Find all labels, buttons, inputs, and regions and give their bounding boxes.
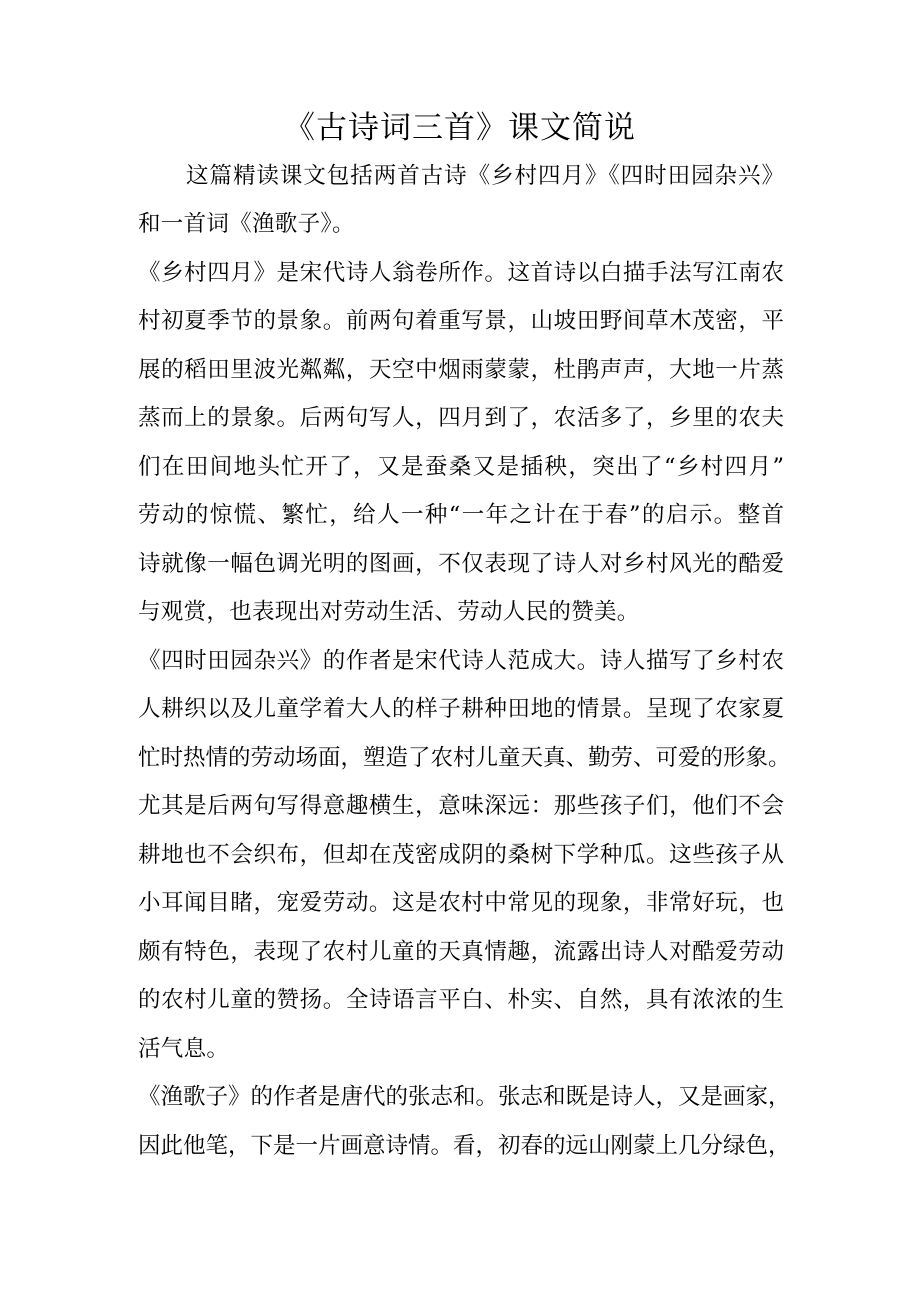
paragraph-sishi-line: 耕地也不会织布，但却在茂密成阴的桑树下学种瓜。这些孩子从 <box>138 842 784 868</box>
paragraph-intro-line: 这篇精读课文包括两首古诗《乡村四月》《四时田园杂兴》 <box>186 163 784 189</box>
paragraph-xiangcun-line: 展的稻田里波光粼粼，天空中烟雨蒙蒙，杜鹃声声，大地一片蒸 <box>138 357 784 383</box>
paragraph-sishi-line: 颇有特色，表现了农村儿童的天真情趣，流露出诗人对酷爱劳动 <box>138 939 784 965</box>
paragraph-yugezi-line: 《渔歌子》的作者是唐代的张志和。张志和既是诗人，又是画家， <box>138 1084 791 1110</box>
paragraph-sishi-line: 小耳闻目睹，宠爱劳动。这是农村中常见的现象，非常好玩，也 <box>138 890 784 916</box>
paragraph-xiangcun-line: 《乡村四月》是宋代诗人翁卷所作。这首诗以白描手法写江南农 <box>138 260 784 286</box>
paragraph-sishi-line: 《四时田园杂兴》的作者是宋代诗人范成大。诗人描写了乡村农 <box>138 648 784 674</box>
paragraph-yugezi-line: 因此他笔，下是一片画意诗情。看，初春的远山刚蒙上几分绿色， <box>138 1133 791 1159</box>
paragraph-xiangcun-line: 诗就像一幅色调光明的图画，不仅表现了诗人对乡村风光的酷爱 <box>138 551 784 577</box>
paragraph-sishi-line: 尤其是后两句写得意趣横生，意味深远：那些孩子们，他们不会 <box>138 793 784 819</box>
paragraph-xiangcun-line: 们在田间地头忙开了，又是蚕桑又是插秧，突出了“乡村四月” <box>138 454 784 480</box>
paragraph-xiangcun-line: 与观赏，也表现出对劳动生活、劳动人民的赞美。 <box>138 599 640 625</box>
paragraph-sishi-line: 忙时热情的劳动场面，塑造了农村儿童天真、勤劳、可爱的形象。 <box>138 745 791 771</box>
paragraph-sishi-line: 的农村儿童的赞扬。全诗语言平白、朴实、自然，具有浓浓的生 <box>138 987 784 1013</box>
paragraph-sishi-line: 活气息。 <box>138 1036 230 1062</box>
paragraph-xiangcun-line: 村初夏季节的景象。前两句着重写景，山坡田野间草木茂密，平 <box>138 308 784 334</box>
paragraph-xiangcun-line: 劳动的惊慌、繁忙，给人一种“一年之计在于春”的启示。整首 <box>138 502 784 528</box>
paragraph-intro-line: 和一首词《渔歌子》。 <box>138 211 355 237</box>
paragraph-sishi-line: 人耕织以及儿童学着大人的样子耕种田地的情景。呈现了农家夏 <box>138 696 784 722</box>
paragraph-xiangcun-line: 蒸而上的景象。后两句写人，四月到了，农活多了，乡里的农夫 <box>138 405 784 431</box>
document-title: 《古诗词三首》课文简说 <box>284 110 636 146</box>
